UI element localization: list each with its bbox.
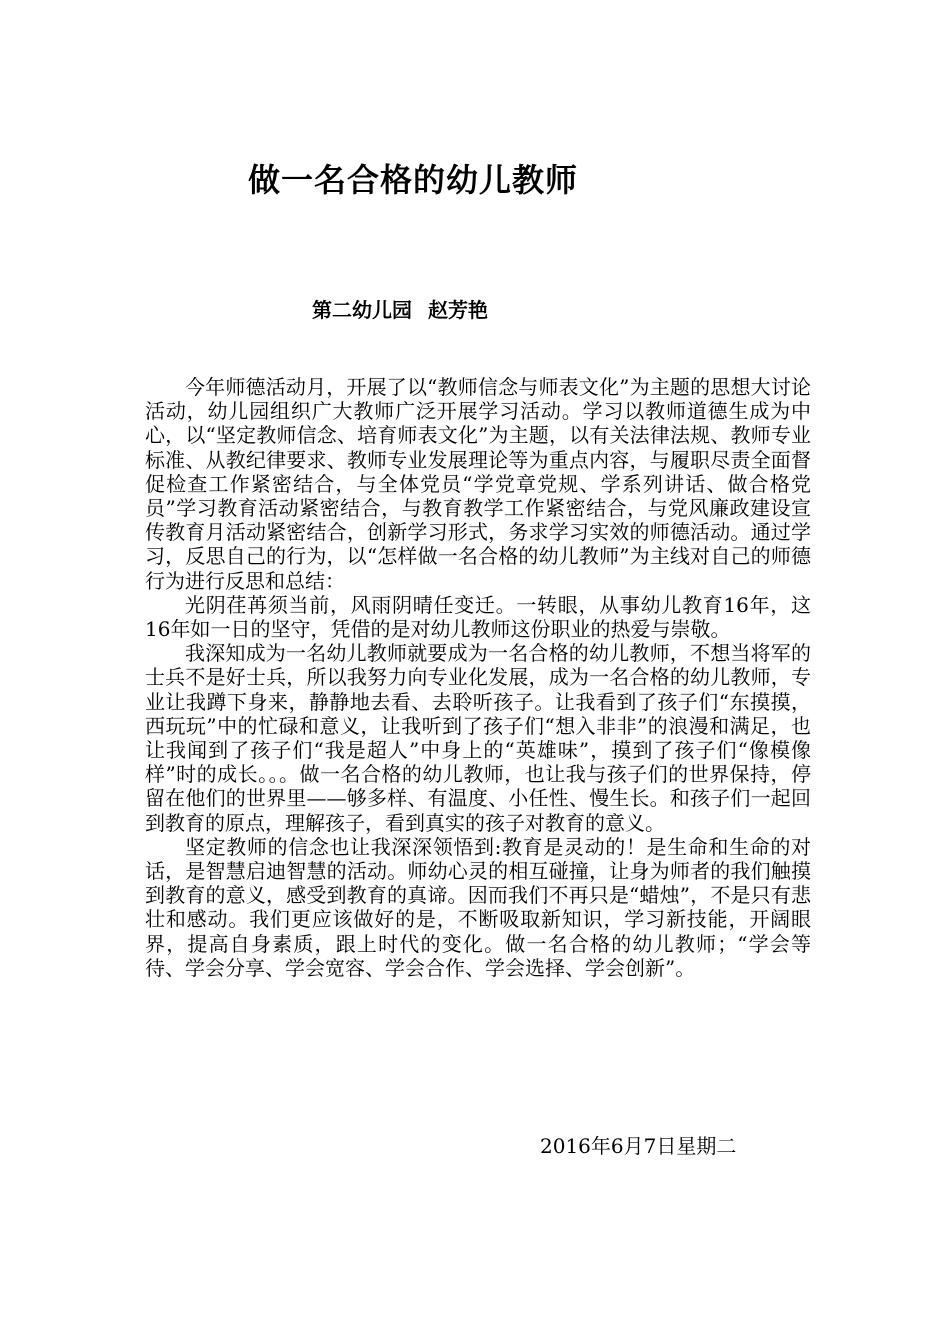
document-title: 做一名合格的幼儿教师 — [248, 161, 579, 199]
body-paragraph: 光阴荏苒须当前，风雨阴晴任变迁。一转眼，从事幼儿教育16年，这16年如一日的坚守，凭借的是对幼儿教师这份职业的热爱与崇敬。 — [145, 592, 811, 642]
author-byline — [312, 294, 488, 323]
document-body — [145, 375, 811, 980]
body-paragraph: 我深知成为一名幼儿教师就要成为一名合格的幼儿教师，不想当将军的士兵不是好士兵，所以我努力向专业化发展，成为一名合格的幼儿教师，专业让我蹲下身来，静静地去看、去聆听孩子。让我看到了孩子们“东摸摸，西玩玩”中的忙碌和意义，让我听到了孩子们“想入非非”的浪漫和满足，也让我闻到了孩子们“我是超人”中身上的“英雄味”，摸到了孩子们“像模像样”时的成长。。。做一名合格的幼儿教师，也让我与孩子们的世界保持，停留在他们的世界里——够多样、有温度、小任性、慢生长。和孩子们一起回到教育的原点，理解孩子，看到真实的孩子对教育的意义。 — [145, 641, 811, 835]
body-paragraph: 今年师德活动月，开展了以“教师信念与师表文化”为主题的思想大讨论活动，幼儿园组织广大教师广泛开展学习活动。学习以教师道德生成为中心，以“坚定教师信念、培育师表文化”为主题，以有关法律法规、教师专业标准、从教纪律要求、教师专业发展理论等为重点内容，与履职尽责全面督促检查工作紧密结合，与全体党员“学党章党规、学系列讲话、做合格党员”学习教育活动紧密结合，与教育教学工作紧密结合，与党风廉政建设宣传教育月活动紧密结合，创新学习形式，务求学习实效的师德活动。通过学习，反思自己的行为，以“怎样做一名合格的幼儿教师”为主线对自己的师德行为进行反思和总结： — [145, 375, 811, 593]
author-name: 赵芳艳 — [428, 298, 488, 322]
school-name: 第二幼儿园 — [312, 298, 412, 322]
document-date: 2016年6月7日星期二 — [540, 1134, 737, 1158]
body-paragraph: 坚定教师的信念也让我深深领悟到:教育是灵动的！是生命和生命的对话，是智慧启迪智慧的活动。师幼心灵的相互碰撞，让身为师者的我们触摸到教育的意义，感受到教育的真谛。因而我们不再只是“蜡烛”，不是只有悲壮和感动。我们更应该做好的是，不断吸取新知识，学习新技能，开阔眼界，提高自身素质，跟上时代的变化。做一名合格的幼儿教师；“学会等待、学会分享、学会宽容、学会合作、学会选择、学会创新”。 — [145, 834, 811, 980]
